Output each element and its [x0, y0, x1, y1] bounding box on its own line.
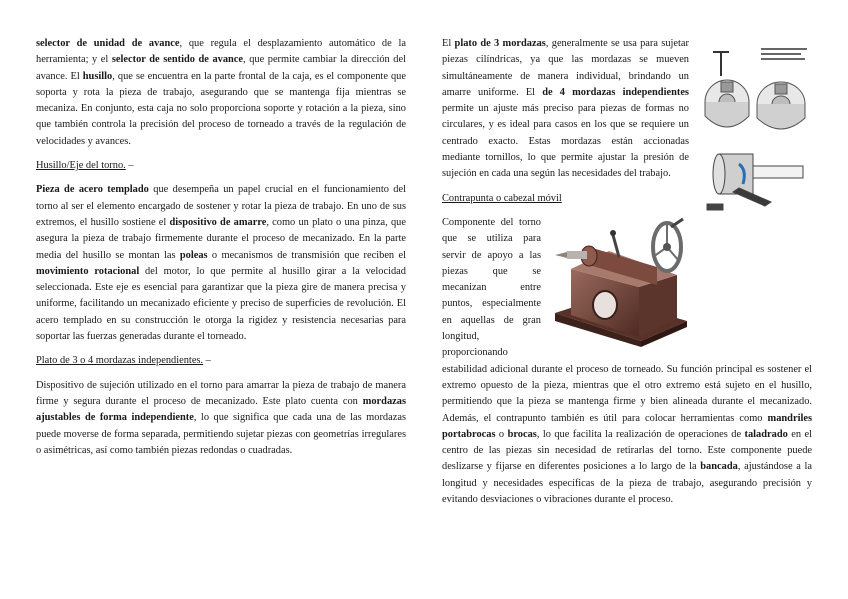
- paragraph-gearbox-end: [36, 36, 406, 150]
- text-run: , como un plato o una pinza, que asegura la pieza de trabajo firmemente durante el proceso de mecanizado. En la parte media del husillo se montan las: [36, 216, 406, 261]
- chuck-illustration: [699, 42, 812, 214]
- text-run: Componente del torno que se utiliza para servir de apoyo a las piezas que se mecanizan entre puntos, especialmente en aquellas de gran longitud, proporcionando estabilidad adicional durante el proceso de torneado. Su función principal es sostener el extremo opuesto de la pieza, mientras que el otro extremo está sujeto en el husillo, permitiendo que la pieza se mantenga firme y bien alineada durante el mecanizado. Además, el contrapunto también es útil para colocar herramientas como: [442, 216, 812, 424]
- right-column: [442, 36, 812, 508]
- section-heading-contrapunta: Contrapunta o cabezal móvil: [442, 192, 562, 204]
- section-heading-husillo: Husillo/Eje del torno. –: [36, 160, 134, 172]
- bold-term: taladrado: [744, 428, 788, 440]
- bold-term: dispositivo de amarre: [169, 216, 267, 228]
- text-run: que desempeña un papel crucial en el funcionamiento del torno al ser el elemento encargado de sostener y rotar la pieza de trabajo. En uno de sus extremos, el husillo sostiene el: [36, 184, 406, 228]
- bold-term: mandriles portabrocas: [442, 412, 812, 440]
- text-run: , que permite cambiar la dirección del avance. El: [36, 54, 406, 82]
- bold-term: Pieza de acero templado: [36, 184, 149, 196]
- bold-term: de 4 mordazas independientes: [542, 86, 689, 98]
- text-run: Dispositivo de sujeción utilizado en el torno para amarrar la pieza de trabajo de manera firme y segura durante el proceso de mecanizado. Este plato cuenta con: [36, 379, 406, 407]
- text-run: El: [442, 38, 455, 49]
- bold-term: movimiento rotacional: [36, 265, 140, 277]
- text-run: , que regula el desplazamiento automático de la herramienta; y el: [36, 38, 406, 66]
- paragraph-husillo: [36, 182, 406, 345]
- tailstock-photo: [549, 217, 693, 347]
- text-run: en el centro de las piezas sin necesidad de retirarlas del torno. Este componente puede deslizarse y fijarse en diferentes posiciones a lo largo de la: [442, 428, 812, 473]
- text-run: o mecanismos de transmisión que reciben el: [207, 249, 406, 261]
- paragraph-plato: [36, 378, 406, 459]
- bold-term: brocas: [507, 428, 537, 440]
- text-run: , ajustándose a la longitud y necesidades específicas de la pieza de trabajo, asegurando precisión y evitando desviaciones o vibraciones durante el proceso.: [442, 461, 812, 506]
- text-run: , lo que facilita la realización de operaciones de: [536, 428, 745, 440]
- text-run: o: [495, 428, 508, 440]
- text-run: , que se encuentra en la parte frontal de la caja, es el componente que soporta y rota la pieza de trabajo, asegurando que se mantenga fija mientras se mecaniza. En conjunto, esta caja no solo proporciona soporte y rotación a la pieza, sino que también controla la precisión del proceso de torneado a través de la regulación de velocidades y avances.: [36, 70, 406, 147]
- section-heading-plato: Plato de 3 o 4 mordazas independientes. –: [36, 355, 211, 367]
- text-run: , lo que significa que cada una de las mordazas puede moverse de forma separada, permitiendo sujetar piezas con geometrías irregulares o asimétricas, así como también piezas redondas o cuadradas.: [36, 412, 406, 456]
- left-column: [36, 36, 406, 459]
- bold-term: mordazas ajustables de forma independiente: [36, 395, 406, 424]
- text-run: del motor, lo que permite al husillo girar a la velocidad seleccionada. Este eje es esencial para garantizar que la pieza gire de manera precisa y uniforme, facilitando un mecanizado eficiente y preciso de superficies de revolución. El acero templado en su construcción le otorga la rigidez y resistencia necesarias para soportar las fuerzas generadas durante el torneado.: [36, 265, 406, 343]
- bold-term: selector de sentido de avance: [111, 54, 244, 66]
- bold-term: plato de 3 mordazas: [454, 38, 546, 49]
- bold-term: husillo: [82, 70, 113, 82]
- bold-term: poleas: [179, 249, 208, 261]
- bold-term: bancada: [700, 461, 738, 473]
- bold-term: selector de unidad de avance: [36, 38, 180, 49]
- text-run: , generalmente se usa para sujetar piezas cilíndricas, ya que las mordazas se mueven simultáneamente de manera individual, brindando un amarre uniforme. El: [442, 38, 689, 98]
- text-run: permite un ajuste más preciso para piezas de formas no circulares, y es ideal para casos en los que se requiere un centrado exacto. Estas mordazas están accionadas mediante tornillos, lo que permite ajustar la presión de sujeción en cada una según las necesidades del trabajo.: [442, 103, 689, 180]
